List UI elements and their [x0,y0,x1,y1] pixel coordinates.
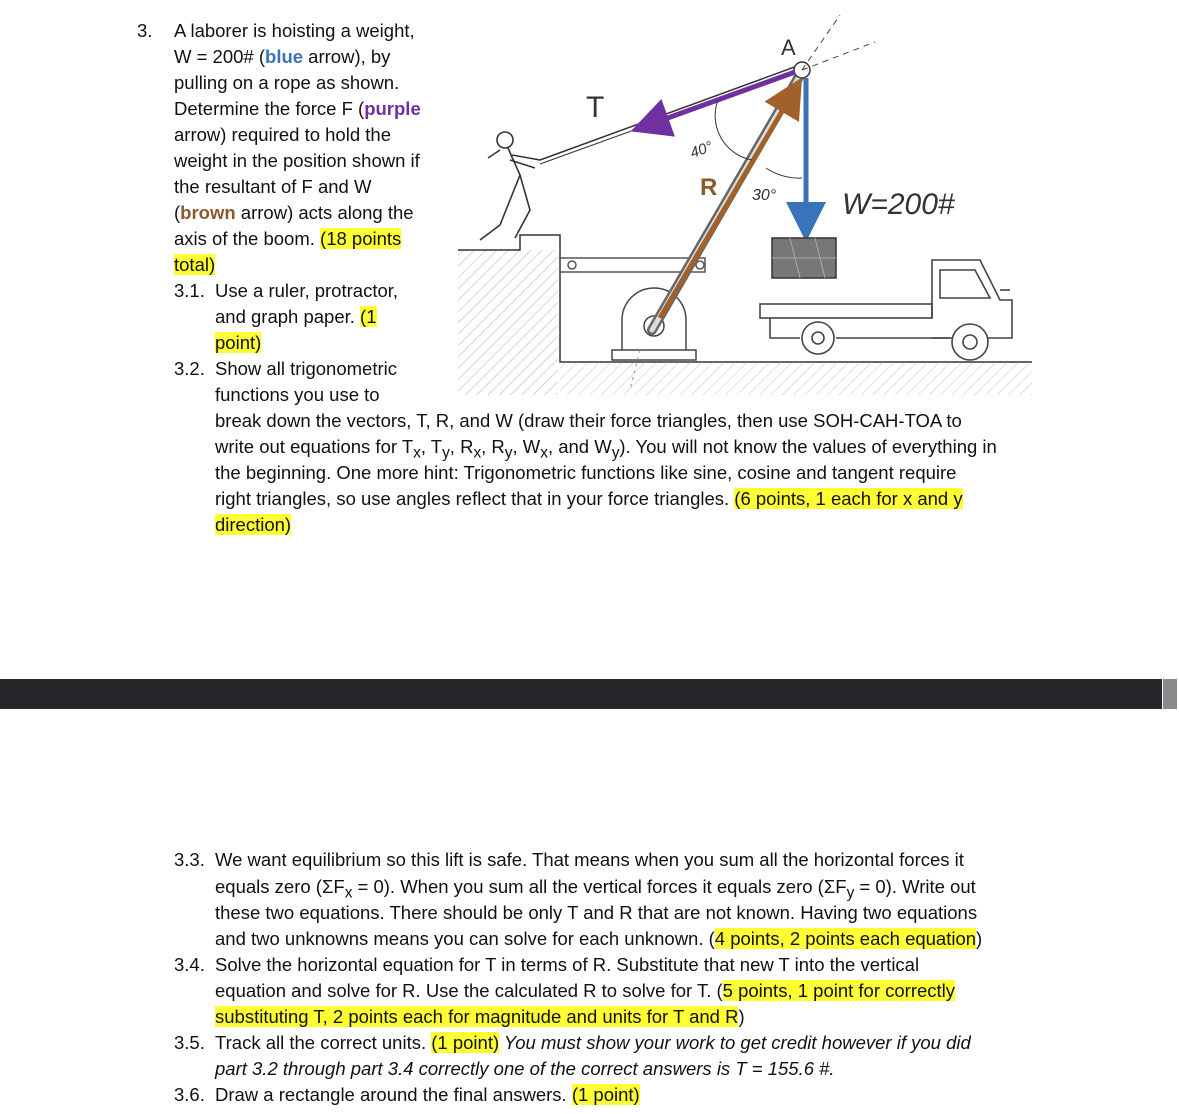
label-W: W=200# [842,188,955,221]
s36-line-1: Draw a rectangle around the final answers. (1 point) [215,1084,640,1105]
s32-number: 3.2. [174,358,205,379]
s35-line-2: part 3.2 through part 3.4 correctly one of the correct answers is T = 155.6 #. [215,1058,835,1079]
s34-line-2: equation and solve for R. Use the calculated R to solve for T. (5 points, 1 point for correctly [215,980,956,1001]
s33-line-1: We want equilibrium so this lift is safe. That means when you sum all the horizontal forces it [215,849,964,870]
s33-line-2: equals zero $(\Sigma F_x = 0)$. When you sum all the vertical forces it equals zero $(\Sigma F_y = 0)$. Write out [215,876,976,902]
s33-number: 3.3. [174,849,205,870]
s34-number: 3.4. [174,954,205,975]
problem-line-3: pulling on a rope as shown. [174,72,400,93]
points-badge: point) [215,332,262,353]
points-badge: direction) [215,514,292,535]
problem-line-4: Determine the force F (purple [174,98,421,119]
problem-line-8: (brown arrow) acts along the [174,202,414,223]
purple-word: purple [364,98,421,119]
brown-word: brown [180,202,236,223]
s34-line-3: substituting T, 2 points each for magnitude and units for T and R) [215,1006,745,1027]
s32-line-1: Show all trigonometric [215,358,397,379]
points-badge: 4 points, 2 points each equation [714,928,977,949]
s31-number: 3.1. [174,280,205,301]
scrollbar-thumb[interactable] [1163,679,1177,709]
s34-line-1: Solve the horizontal equation for T in terms of R. Substitute that new T into the vertical [215,954,920,975]
s31-line-3 [215,330,261,356]
points-badge: (6 points, 1 each for x and y [734,488,963,509]
s35-line-1: Track all the correct units. (1 point) You must show your work to get credit however if you did [215,1032,971,1053]
points-badge: (1 point) [431,1032,500,1053]
points-badge: (18 points [320,228,402,249]
s32-line-5: the beginning. One more hint: Trigonometric functions like sine, cosine and tangent require [215,462,957,483]
s31-line-2: and graph paper. (1 [215,306,377,327]
blue-word: blue [265,46,304,67]
reference-line [802,15,840,70]
s36-number: 3.6. [174,1084,205,1105]
problem-line-10 [174,252,215,278]
page-break-band [0,679,1162,709]
problem-line-1: A laborer is hoisting a weight, [174,20,415,41]
problem-line-5: arrow) required to hold the [174,124,391,145]
s32-line-3: break down the vectors, T, R, and W (draw their force triangles, then use SOH-CAH-TOA to [215,410,962,431]
s32-line-7 [215,512,291,538]
problem-line-6: weight in the position shown if [174,150,420,171]
s33-line-4: and two unknowns means you can solve for each unknown. (4 points, 2 points each equation) [215,928,983,949]
problem-line-9: axis of the boom. (18 points [174,228,402,249]
label-A: A [781,35,796,60]
hoist-figure [440,0,1040,405]
brown-arrow [660,86,797,318]
reference-line [802,42,875,70]
label-R: R [700,174,718,201]
points-badge: (1 [360,306,377,327]
problem-line-2: W = 200# (blue arrow), by [174,46,391,67]
angle-arc-40 [715,100,752,160]
s32-line-6: right triangles, so use angles reflect that in your force triangles. (6 points, 1 each for x and y [215,488,963,509]
label-T: T [586,91,605,124]
problem-number: 3. [137,20,153,41]
s33-line-3: these two equations. There should be only T and R that are not known. Having two equations [215,902,978,923]
ground [458,235,1032,395]
label-40: 40° [687,138,716,162]
problem-line-7: the resultant of F and W [174,176,372,197]
s32-line-4: write out equations for $T_x$, $T_y$, $R_x$, $R_y$, $W_x$, and $W_y$). You will not know the values of everything in [215,436,997,462]
s31-line-1: Use a ruler, protractor, [215,280,399,301]
points-badge: substituting T, 2 points each for magnitude and units for T and R [215,1006,739,1027]
s32-line-2: functions you use to [215,384,380,405]
points-badge: 5 points, 1 point for correctly [722,980,956,1001]
s35-number: 3.5. [174,1032,205,1053]
angle-arc-30 [766,168,802,178]
crate [772,238,836,278]
laborer-figure [480,132,540,240]
points-badge: (1 point) [571,1084,640,1105]
label-30: 30° [752,187,777,204]
points-badge: total) [174,254,216,275]
